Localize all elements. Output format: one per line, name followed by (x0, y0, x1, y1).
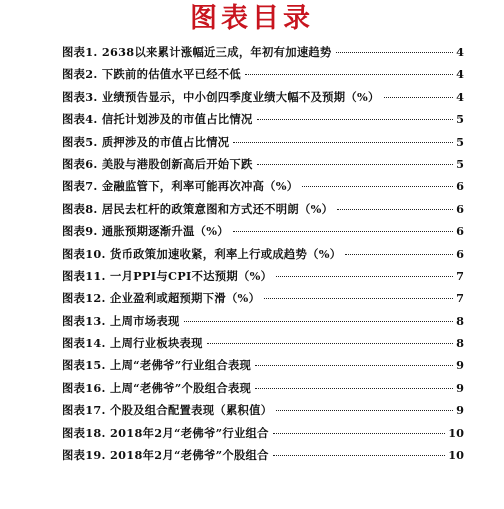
toc-leader-dots (255, 388, 453, 389)
toc-leader-dots (276, 410, 453, 411)
toc-leader-dots (257, 164, 453, 165)
toc-entry-label: 图表19. 2018年2月“老佛爷”个股组合 (62, 448, 269, 463)
toc-entry[interactable] (62, 220, 464, 242)
toc-entry-page: 9 (456, 403, 464, 418)
toc-entry[interactable] (62, 175, 464, 197)
toc-leader-dots (245, 74, 453, 75)
toc-entry-page: 9 (456, 380, 464, 395)
toc-entry-label: 图表4. 信托计划涉及的市值占比情况 (62, 112, 253, 127)
toc-entry[interactable] (62, 63, 464, 85)
toc-entry[interactable] (62, 153, 464, 175)
toc-entry-page: 7 (456, 291, 464, 306)
toc-entry[interactable] (62, 108, 464, 130)
toc-entry[interactable] (62, 422, 464, 444)
toc-entry-label: 图表18. 2018年2月“老佛爷”行业组合 (62, 425, 269, 440)
toc-entry-page: 4 (456, 67, 464, 82)
toc-entry-page: 10 (448, 448, 464, 463)
toc-entry[interactable] (62, 377, 464, 399)
toc-entry-page: 8 (456, 313, 464, 328)
toc-entry[interactable] (62, 41, 464, 63)
toc-leader-dots (257, 119, 453, 120)
toc-entry-page: 9 (456, 358, 464, 373)
toc-leader-dots (345, 254, 453, 255)
toc-entry-label: 图表11. 一月PPI与CPI不达预期（%） (62, 268, 273, 283)
toc-entry-page: 5 (456, 156, 464, 171)
toc-leader-dots (233, 231, 453, 232)
toc-entry-page: 5 (456, 134, 464, 149)
toc-list (62, 41, 464, 466)
toc-entry-page: 6 (456, 224, 464, 239)
toc-leader-dots (302, 186, 453, 187)
toc-entry[interactable] (62, 332, 464, 354)
toc-leader-dots (273, 455, 446, 456)
toc-entry-page: 8 (456, 336, 464, 351)
toc-entry[interactable] (62, 310, 464, 332)
toc-entry-label: 图表14. 上周行业板块表现 (62, 336, 203, 351)
toc-entry[interactable] (62, 265, 464, 287)
toc-entry-page: 6 (456, 179, 464, 194)
toc-entry-label: 图表10. 货币政策加速收紧，利率上行或成趋势（%） (62, 246, 342, 261)
toc-title: 图表目录 (190, 3, 314, 34)
toc-entry-label: 图表16. 上周“老佛爷”个股组合表现 (62, 380, 252, 395)
toc-entry-label: 图表5. 质押涉及的市值占比情况 (62, 134, 230, 149)
toc-entry[interactable] (62, 287, 464, 309)
toc-entry-label: 图表8. 居民去杠杆的政策意图和方式还不明朗（%） (62, 201, 334, 216)
toc-entry[interactable] (62, 444, 464, 466)
toc-entry-page: 6 (456, 246, 464, 261)
toc-entry-page: 6 (456, 201, 464, 216)
toc-leader-dots (233, 142, 453, 143)
toc-entry-label: 图表12. 企业盈利或超预期下滑（%） (62, 291, 261, 306)
toc-entry-label: 图表3. 业绩预告显示，中小创四季度业绩大幅不及预期（%） (62, 89, 380, 104)
toc-entry[interactable] (62, 354, 464, 376)
toc-entry-page: 5 (456, 112, 464, 127)
toc-entry-label: 图表6. 美股与港股创新高后开始下跌 (62, 156, 253, 171)
toc-leader-dots (384, 97, 453, 98)
toc-entry-page: 4 (456, 45, 464, 59)
toc-leader-dots (337, 209, 453, 210)
toc-entry[interactable] (62, 86, 464, 108)
toc-entry-label: 图表7. 金融监管下，利率可能再次冲高（%） (62, 179, 299, 194)
toc-entry[interactable] (62, 131, 464, 153)
toc-entry[interactable] (62, 399, 464, 421)
toc-entry-label: 图表1. 2638以来累计涨幅近三成，年初有加速趋势 (62, 45, 332, 59)
toc-entry-label: 图表9. 通胀预期逐渐升温（%） (62, 224, 229, 239)
toc-entry-label: 图表17. 个股及组合配置表现（累积值） (62, 403, 273, 418)
toc-entry-page: 4 (456, 89, 464, 104)
toc-leader-dots (276, 276, 453, 277)
toc-entry-page: 7 (456, 268, 464, 283)
toc-entry-label: 图表2. 下跌前的估值水平已经不低 (62, 67, 241, 82)
toc-leader-dots (273, 433, 446, 434)
toc-entry-label: 图表15. 上周“老佛爷”行业组合表现 (62, 358, 252, 373)
toc-leader-dots (255, 365, 453, 366)
toc-entry-page: 10 (448, 425, 464, 440)
toc-entry-label: 图表13. 上周市场表现 (62, 313, 180, 328)
toc-leader-dots (264, 298, 453, 299)
toc-leader-dots (184, 321, 453, 322)
toc-entry[interactable] (62, 243, 464, 265)
toc-leader-dots (336, 52, 453, 53)
toc-entry[interactable] (62, 198, 464, 220)
toc-leader-dots (207, 343, 453, 344)
